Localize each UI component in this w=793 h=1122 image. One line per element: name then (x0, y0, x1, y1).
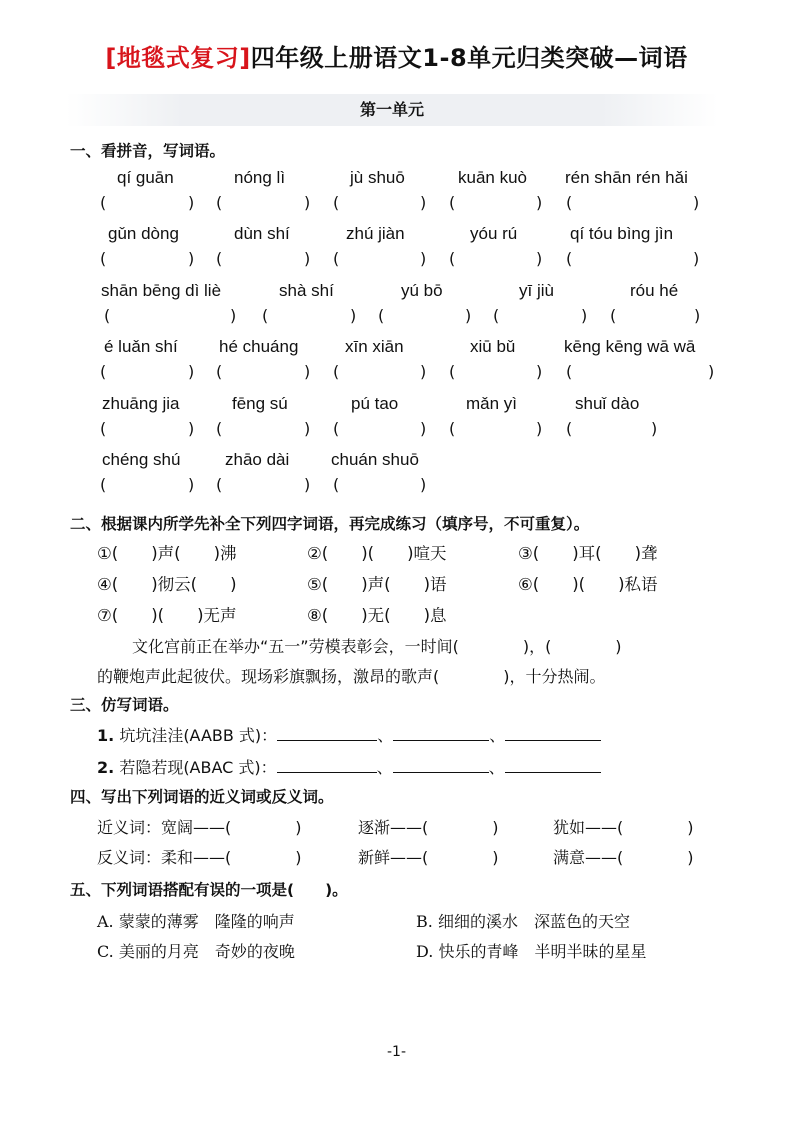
answer-paren-left[interactable]: ( (566, 362, 573, 381)
pinyin-item: rén shān rén hǎi (565, 168, 688, 187)
imitate-item-1 (97, 723, 601, 746)
answer-paren-right: ) (188, 362, 195, 381)
answer-blank[interactable] (505, 758, 601, 773)
title-text: 四年级上册语文1-8单元归类突破—词语 (250, 44, 688, 72)
section-1-heading: 一、看拼音，写词语。 (70, 142, 226, 160)
answer-paren-left[interactable]: ( (100, 362, 107, 381)
answer-paren-left[interactable]: ( (566, 193, 573, 212)
option-letter: A. (97, 912, 114, 931)
pinyin-item: fēng sú (232, 394, 288, 413)
answer-blank[interactable] (393, 726, 489, 741)
idiom-item[interactable]: ④( )彻云( ) (97, 575, 237, 594)
answer-paren-right: ) (304, 193, 311, 212)
section-3-heading: 三、仿写词语。 (70, 696, 179, 714)
pinyin-item: shān bēng dì liè (101, 281, 222, 300)
pinyin-item: zhú jiàn (346, 224, 405, 243)
answer-paren-right: ) (465, 306, 472, 325)
option-b[interactable] (416, 909, 630, 932)
answer-blank[interactable] (277, 758, 377, 773)
answer-paren-left[interactable]: ( (449, 249, 456, 268)
answer-paren-right: ) (188, 193, 195, 212)
answer-paren-right: ) (188, 419, 195, 438)
passage-line-2: 的鞭炮声此起彼伏。现场彩旗飘扬，激昂的歌声( )，十分热闹。 (97, 667, 606, 686)
option-letter: C. (97, 942, 114, 961)
answer-blank[interactable] (393, 758, 489, 773)
section-5-heading: 五、下列词语搭配有误的一项是( )。 (70, 881, 348, 899)
answer-paren-left[interactable]: ( (262, 306, 269, 325)
answer-paren-left[interactable]: ( (216, 249, 223, 268)
option-phrase: 快乐的青峰 (438, 942, 519, 961)
answer-paren-right: ) (420, 419, 427, 438)
pinyin-item: kēng kēng wā wā (564, 337, 696, 356)
idiom-item[interactable]: ③( )耳( )聋 (518, 544, 658, 563)
option-phrase: 隆隆的响声 (214, 912, 295, 931)
section-2-heading: 二、根据课内所学先补全下列四字词语，再完成练习（填序号，不可重复）。 (70, 515, 590, 533)
answer-paren-right: ) (188, 475, 195, 494)
pinyin-item: gǔn dòng (108, 224, 179, 243)
page-title (0, 38, 793, 73)
antonym-item[interactable]: 新鲜——( ) (358, 848, 499, 867)
option-d[interactable] (416, 939, 646, 962)
idiom-item[interactable]: ②( )( )喧天 (307, 544, 447, 563)
answer-paren-left[interactable]: ( (333, 362, 340, 381)
synonym-item[interactable]: 犹如——( ) (553, 818, 694, 837)
synonym-item[interactable]: 逐渐——( ) (358, 818, 499, 837)
title-highlight: [地毯式复习] (105, 44, 251, 72)
answer-blank[interactable] (277, 726, 377, 741)
idiom-item[interactable]: ⑦( )( )无声 (97, 606, 237, 625)
option-phrase: 美丽的月亮 (118, 942, 199, 961)
idiom-item[interactable]: ⑧( )无( )息 (307, 606, 447, 625)
answer-paren-right: ) (693, 193, 700, 212)
answer-paren-right: ) (350, 306, 357, 325)
pinyin-item: shà shí (279, 281, 334, 300)
pinyin-item: mǎn yì (466, 394, 518, 413)
answer-paren-left[interactable]: ( (610, 306, 617, 325)
option-letter: D. (416, 942, 434, 961)
answer-paren-left[interactable]: ( (449, 193, 456, 212)
pinyin-item: hé chuáng (219, 337, 299, 356)
passage-line-1: 文化宫前正在举办“五一”劳模表彰会，一时间( )，( ) (132, 637, 622, 656)
pinyin-item: zhāo dài (225, 450, 290, 469)
imitate-item-2 (97, 755, 601, 778)
answer-paren-left[interactable]: ( (216, 419, 223, 438)
answer-paren-right: ) (536, 193, 543, 212)
imitate-number: 1. (97, 726, 115, 745)
answer-paren-left[interactable]: ( (566, 419, 573, 438)
option-c[interactable] (97, 939, 295, 962)
answer-paren-left[interactable]: ( (449, 419, 456, 438)
option-phrase: 半明半昧的星星 (534, 942, 647, 961)
answer-paren-left[interactable]: ( (100, 475, 107, 494)
answer-paren-right: ) (536, 249, 543, 268)
pinyin-item: qí guān (117, 168, 174, 187)
idiom-item[interactable]: ①( )声( )沸 (97, 544, 237, 563)
answer-paren-right: ) (420, 475, 427, 494)
pinyin-item: kuān kuò (458, 168, 527, 187)
idiom-item[interactable]: ⑥( )( )私语 (518, 575, 658, 594)
pinyin-item: yú bō (401, 281, 443, 300)
answer-paren-right: ) (304, 249, 311, 268)
idiom-item[interactable]: ⑤( )声( )语 (307, 575, 447, 594)
answer-paren-left[interactable]: ( (100, 419, 107, 438)
imitate-number: 2. (97, 758, 115, 777)
imitate-prompt: 坑坑洼洼(AABB 式)： (119, 726, 278, 745)
section-4-heading: 四、写出下列词语的近义词或反义词。 (70, 788, 334, 806)
pinyin-item: xiū bǔ (470, 337, 516, 356)
answer-paren-left[interactable]: ( (566, 249, 573, 268)
separator: 、 (488, 758, 505, 777)
answer-paren-left[interactable]: ( (333, 419, 340, 438)
separator: 、 (489, 726, 506, 745)
answer-paren-left[interactable]: ( (104, 306, 111, 325)
answer-blank[interactable] (505, 726, 601, 741)
answer-paren-left[interactable]: ( (333, 475, 340, 494)
answer-paren-right: ) (693, 249, 700, 268)
pinyin-item: róu hé (630, 281, 679, 300)
antonym-item[interactable]: 反义词：柔和——( ) (97, 848, 302, 867)
answer-paren-right: ) (420, 193, 427, 212)
answer-paren-left[interactable]: ( (449, 362, 456, 381)
pinyin-item: nóng lì (234, 168, 286, 187)
answer-paren-right: ) (188, 249, 195, 268)
separator: 、 (376, 758, 393, 777)
pinyin-item: chéng shú (102, 450, 181, 469)
unit-heading: 第一单元 (66, 94, 718, 126)
answer-paren-right: ) (230, 306, 237, 325)
pinyin-item: yī jiù (519, 281, 554, 300)
answer-paren-right: ) (420, 249, 427, 268)
answer-paren-right: ) (708, 362, 715, 381)
answer-paren-right: ) (694, 306, 701, 325)
pinyin-item: qí tóu bìng jìn (570, 224, 674, 243)
answer-paren-right: ) (304, 419, 311, 438)
answer-paren-left[interactable]: ( (333, 249, 340, 268)
answer-paren-right: ) (581, 306, 588, 325)
option-phrase: 细细的溪水 (437, 912, 518, 931)
pinyin-item: jù shuō (350, 168, 405, 187)
pinyin-item: dùn shí (234, 224, 290, 243)
option-letter: B. (416, 912, 433, 931)
pinyin-item: shuǐ dào (575, 394, 640, 413)
answer-paren-left[interactable]: ( (493, 306, 500, 325)
answer-paren-left[interactable]: ( (216, 362, 223, 381)
pinyin-item: pú tao (351, 394, 399, 413)
antonym-item[interactable]: 满意——( ) (553, 848, 694, 867)
pinyin-item: é luǎn shí (104, 337, 178, 356)
pinyin-item: chuán shuō (331, 450, 419, 469)
imitate-prompt: 若隐若现(ABAC 式)： (119, 758, 277, 777)
answer-paren-right: ) (304, 475, 311, 494)
answer-paren-left[interactable]: ( (216, 475, 223, 494)
answer-paren-right: ) (536, 362, 543, 381)
pinyin-item: zhuāng jia (102, 394, 180, 413)
answer-paren-right: ) (420, 362, 427, 381)
answer-paren-right: ) (536, 419, 543, 438)
option-phrase: 深蓝色的天空 (533, 912, 630, 931)
answer-paren-right: ) (651, 419, 658, 438)
answer-paren-left[interactable]: ( (100, 249, 107, 268)
answer-paren-right: ) (304, 362, 311, 381)
separator: 、 (377, 726, 394, 745)
pinyin-item: yóu rú (470, 224, 518, 243)
option-a[interactable] (97, 909, 295, 932)
option-phrase: 奇妙的夜晚 (214, 942, 295, 961)
answer-paren-left[interactable]: ( (333, 193, 340, 212)
answer-paren-left[interactable]: ( (216, 193, 223, 212)
pinyin-item: xīn xiān (345, 337, 404, 356)
synonym-item[interactable]: 近义词：宽阔——( ) (97, 818, 302, 837)
option-phrase: 蒙蒙的薄雾 (118, 912, 199, 931)
answer-paren-left[interactable]: ( (378, 306, 385, 325)
page-number: -1- (386, 1044, 406, 1060)
answer-paren-left[interactable]: ( (100, 193, 107, 212)
